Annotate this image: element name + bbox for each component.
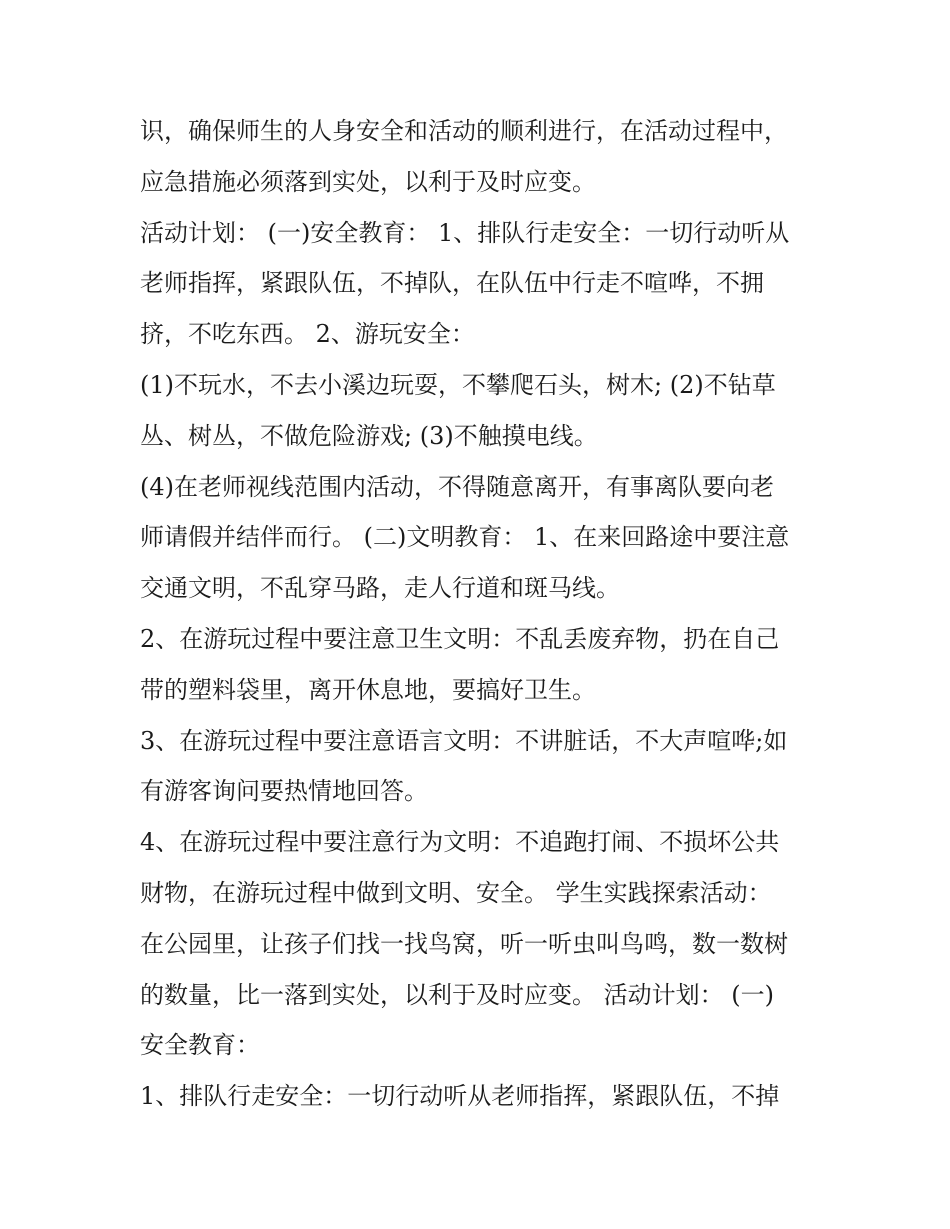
text-line: 活动计划： (一)安全教育： 1、排队行走安全：一切行动听从: [140, 218, 790, 247]
text-line: 安全教育：: [140, 1031, 260, 1060]
text-line: 带的塑料袋里，离开休息地，要搞好卫生。: [140, 675, 596, 704]
text-line: 在公园里，让孩子们找一找鸟窝，听一听虫叫鸟鸣，数一数树: [140, 929, 788, 958]
text-line: 4、在游玩过程中要注意行为文明：不追跑打闹、不损坏公共: [140, 828, 780, 857]
text-line: 丛、树丛，不做危险游戏; (3)不触摸电线。: [140, 421, 598, 450]
text-line: 有游客询问要热情地回答。: [140, 777, 428, 806]
text-line: 应急措施必须落到实处，以利于及时应变。: [140, 167, 596, 196]
text-line: 3、在游玩过程中要注意语言文明：不讲脏话，不大声喧哗;如: [140, 726, 788, 755]
text-line: 交通文明，不乱穿马路，走人行道和斑马线。: [140, 574, 620, 603]
text-line: 老师指挥，紧跟队伍，不掉队，在队伍中行走不喧哗，不拥: [140, 269, 764, 298]
text-line: (4)在老师视线范围内活动，不得随意离开，有事离队要向老: [140, 472, 774, 501]
text-line: 的数量，比一落到实处，以利于及时应变。 活动计划： (一): [140, 980, 774, 1009]
text-line: 识，确保师生的人身安全和活动的顺利进行，在活动过程中，: [140, 117, 788, 145]
text-line: 师请假并结伴而行。 (二)文明教育： 1、在来回路途中要注意: [140, 523, 790, 552]
text-line: 2、在游玩过程中要注意卫生文明：不乱丢废弃物，扔在自己: [140, 624, 780, 653]
text-line: 财物，在游玩过程中做到文明、安全。 学生实践探索活动：: [140, 878, 772, 907]
text-line: 1、排队行走安全：一切行动听从老师指挥，紧跟队伍，不掉: [140, 1082, 780, 1111]
text-line: (1)不玩水，不去小溪边玩耍，不攀爬石头，树木; (2)不钻草: [140, 370, 776, 399]
text-line: 挤，不吃东西。 2、游玩安全：: [140, 320, 475, 349]
document-body: [140, 106, 820, 1122]
